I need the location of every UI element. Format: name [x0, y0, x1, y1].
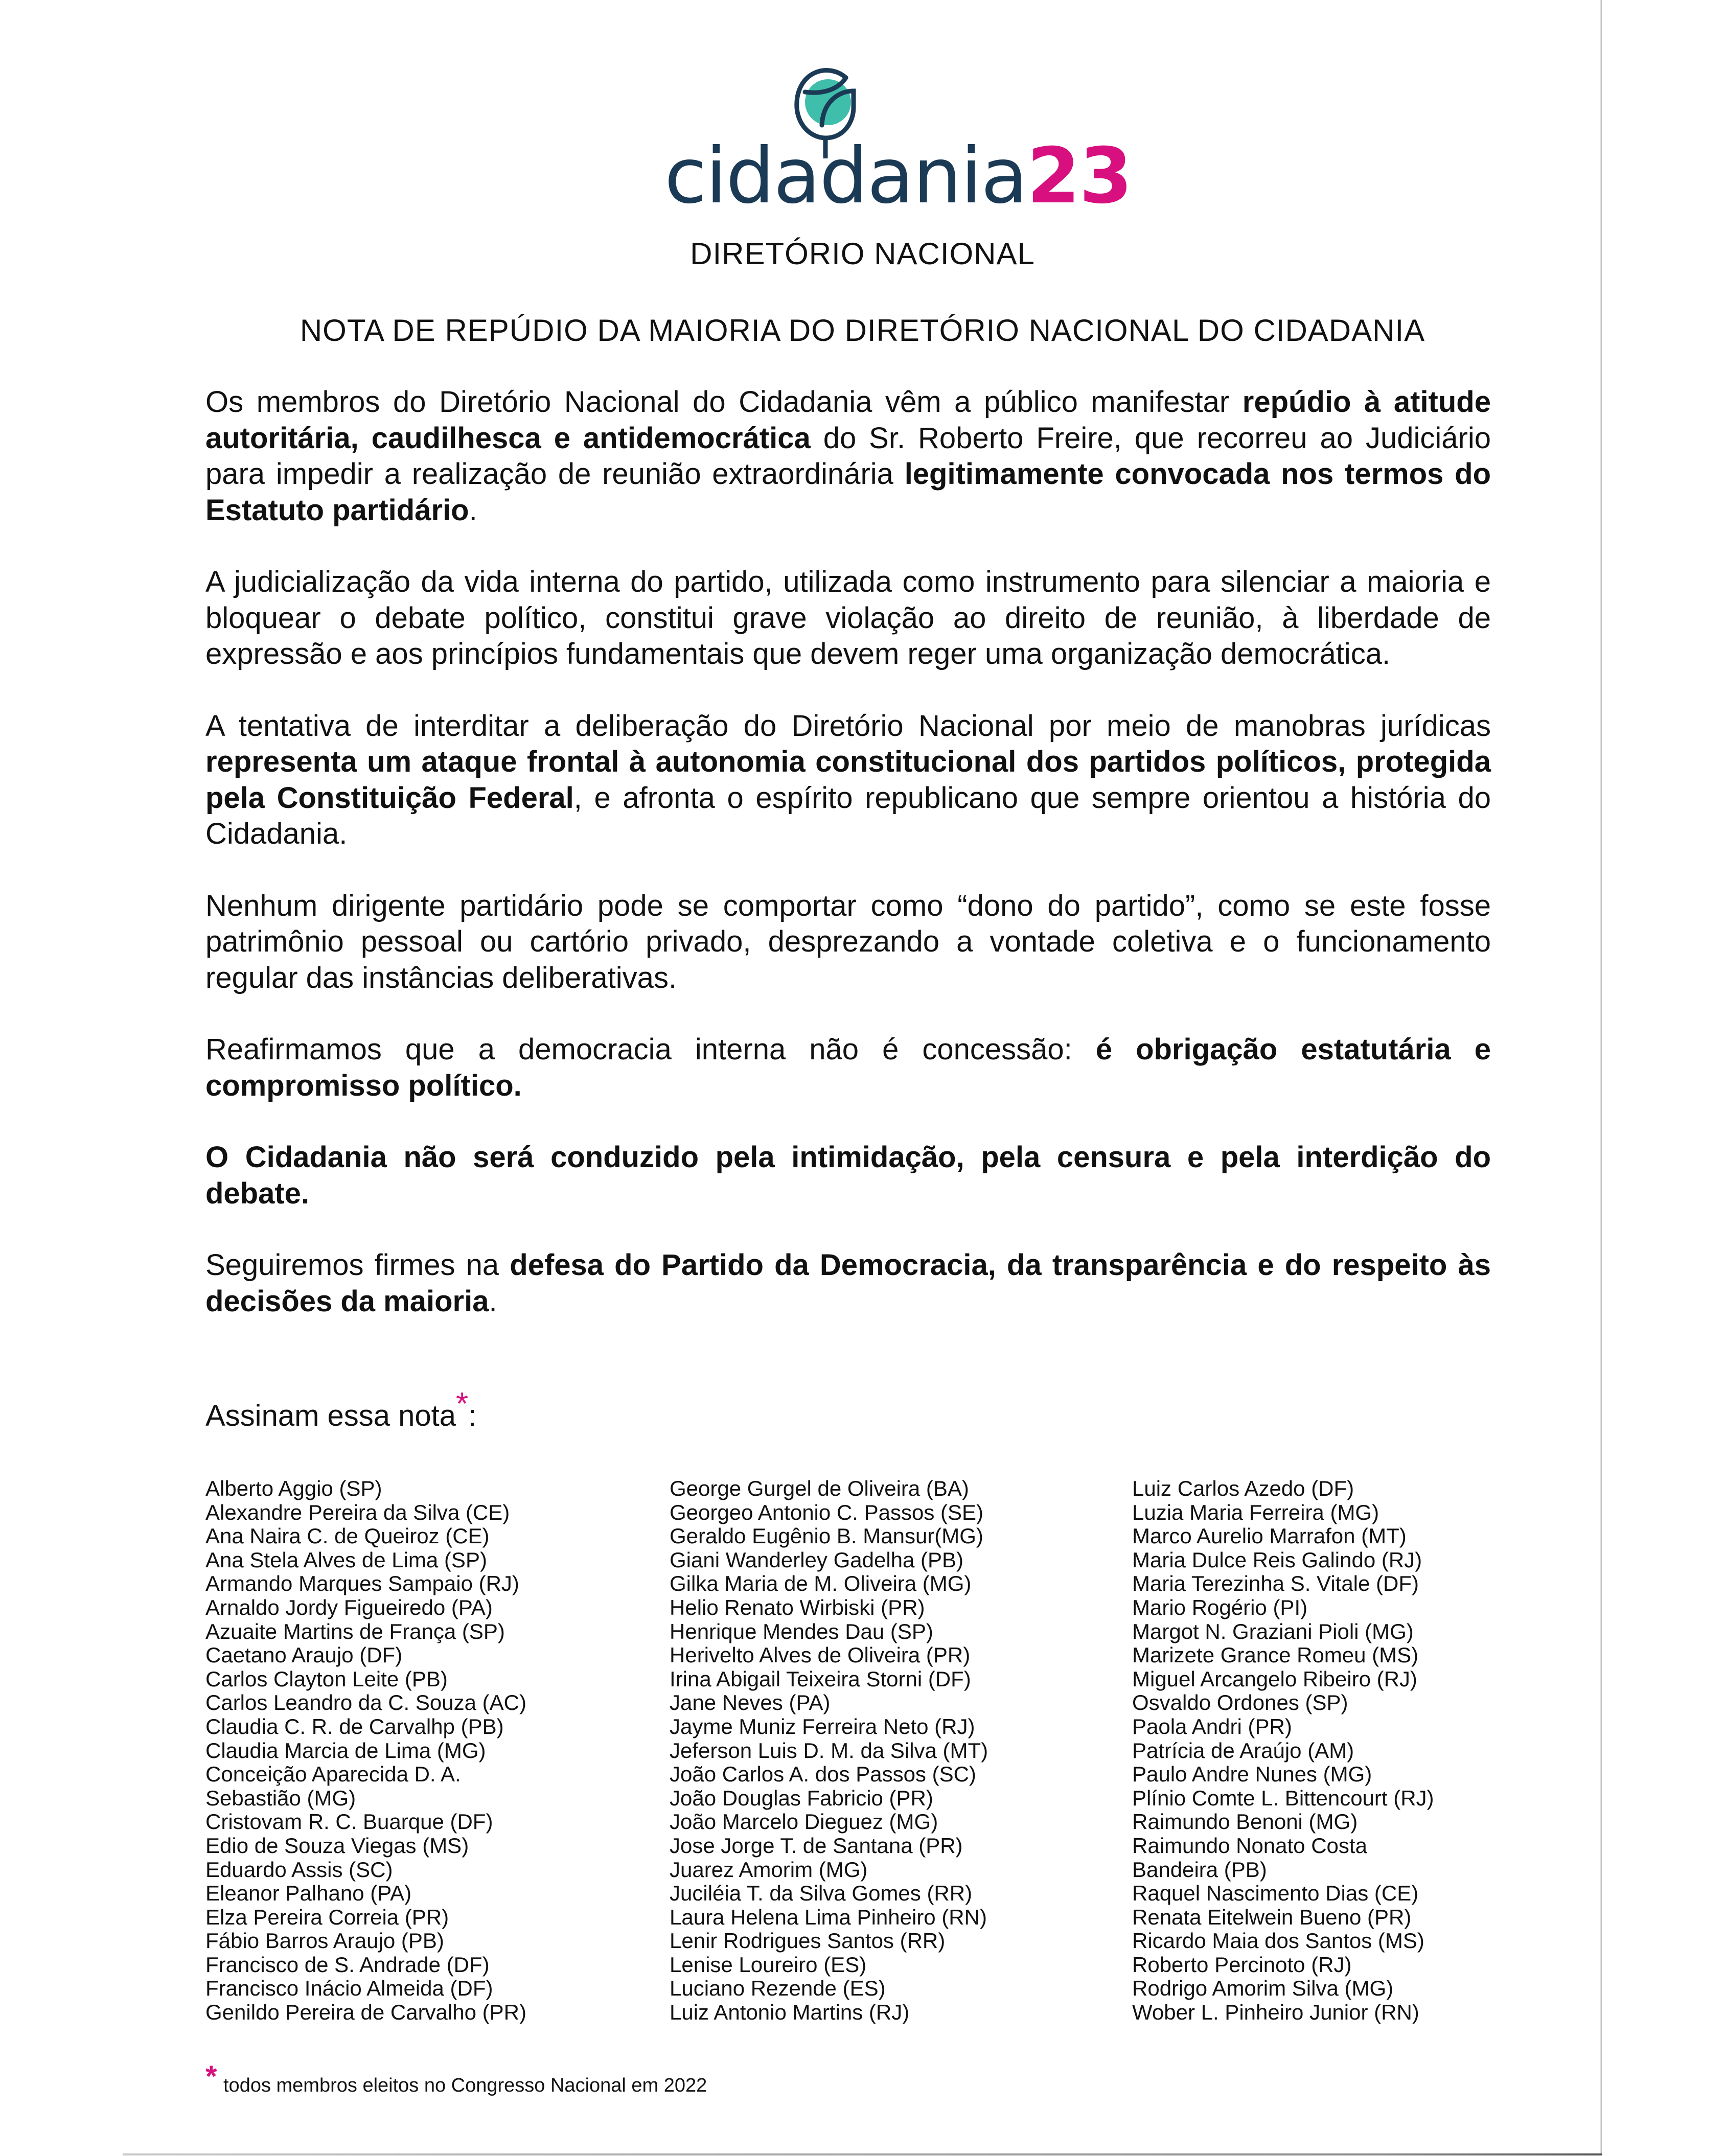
- signatory-name: George Gurgel de Oliveira (BA): [670, 1476, 969, 1500]
- signatures-label: [205, 1386, 477, 1433]
- signatory-name: Juciléia T. da Silva Gomes (RR): [670, 1881, 973, 1906]
- signatory-name: Azuaite Martins de França (SP): [205, 1619, 505, 1643]
- signatory-name: Edio de Souza Viegas (MS): [205, 1833, 469, 1858]
- signatory-name: Claudia C. R. de Carvalhp (PB): [205, 1714, 504, 1738]
- signatory-name: Jeferson Luis D. M. da Silva (MT): [670, 1738, 988, 1763]
- signatory-name: Paulo Andre Nunes (MG): [1132, 1762, 1372, 1787]
- signatory-name: Eleanor Palhano (PA): [205, 1881, 412, 1906]
- signatory-name: Maria Dulce Reis Galindo (RJ): [1132, 1547, 1422, 1572]
- signatory-name: Osvaldo Ordones (SP): [1132, 1690, 1348, 1715]
- signatory-name: Herivelto Alves de Oliveira (PR): [670, 1643, 971, 1667]
- signatory-name: Eduardo Assis (SC): [205, 1857, 393, 1882]
- signatory-name: Raimundo Nonato Costa: [1132, 1833, 1367, 1858]
- signatory-name: Sebastião (MG): [205, 1786, 356, 1810]
- signatory-name: Plínio Comte L. Bittencourt (RJ): [1132, 1786, 1434, 1810]
- signatory-name: Raquel Nascimento Dias (CE): [1132, 1881, 1419, 1906]
- emphasis-text: representa um ataque frontal à autonomia constitucional dos partidos políticos, protegida pela Constituição Federal: [205, 745, 1491, 815]
- paragraph: [205, 564, 1491, 673]
- signatory-name: Marco Aurelio Marrafon (MT): [1132, 1524, 1407, 1548]
- signatory-name: Luiz Carlos Azedo (DF): [1132, 1476, 1354, 1500]
- signatory-name: Helio Renato Wirbiski (PR): [670, 1595, 925, 1619]
- signature-column-1: [205, 1477, 655, 2025]
- signatory-name: Francisco de S. Andrade (DF): [205, 1952, 490, 1977]
- paragraph: [205, 708, 1491, 852]
- document-title: NOTA DE REPÚDIO DA MAIORIA DO DIRETÓRIO NACIONAL DO CIDADANIA: [300, 313, 1425, 347]
- signatory-name: João Marcelo Dieguez (MG): [670, 1810, 938, 1834]
- signatory-name: Conceição Aparecida D. A.: [205, 1762, 461, 1787]
- signatory-name: Luzia Maria Ferreira (MG): [1132, 1500, 1379, 1524]
- paragraph-text: .: [469, 493, 477, 527]
- logo-wordmark: [664, 132, 1132, 221]
- signatory-name: Lenise Loureiro (ES): [670, 1952, 867, 1977]
- signatory-name: Carlos Clayton Leite (PB): [205, 1666, 448, 1691]
- paragraph-text: , e afronta o espírito republicano que sempre orientou a história do Cidadania.: [205, 781, 1491, 850]
- signatory-name: Ricardo Maia dos Santos (MS): [1132, 1929, 1424, 1953]
- signatory-name: Jayme Muniz Ferreira Neto (RJ): [670, 1714, 975, 1738]
- signatures-label-colon: :: [468, 1399, 477, 1432]
- signatory-name: Geraldo Eugênio B. Mansur(MG): [670, 1524, 983, 1548]
- signatory-name: Giani Wanderley Gadelha (PB): [670, 1547, 964, 1572]
- signature-column-3: [1132, 1477, 1582, 2025]
- signatory-name: Ana Naira C. de Queiroz (CE): [205, 1524, 490, 1548]
- paragraph: [205, 1247, 1491, 1319]
- signatory-name: Genildo Pereira de Carvalho (PR): [205, 2000, 526, 2025]
- signatory-name: Bandeira (PB): [1132, 1857, 1267, 1882]
- signatory-name: Claudia Marcia de Lima (MG): [205, 1738, 486, 1763]
- emphasis-text: defesa do Partido da Democracia, da transparência e do respeito às decisões da maioria: [205, 1248, 1491, 1318]
- signatory-name: Paola Andri (PR): [1132, 1714, 1292, 1738]
- signatory-name: Miguel Arcangelo Ribeiro (RJ): [1132, 1666, 1417, 1691]
- signatory-name: Cristovam R. C. Buarque (DF): [205, 1810, 493, 1834]
- signatory-name: Luiz Antonio Martins (RJ): [670, 2000, 910, 2025]
- page-edge-bottom: [123, 2153, 1602, 2155]
- signatory-name: João Douglas Fabricio (PR): [670, 1786, 933, 1810]
- signatory-name: Alexandre Pereira da Silva (CE): [205, 1500, 510, 1524]
- signatory-name: Alberto Aggio (SP): [205, 1476, 382, 1500]
- emphasis-text: repúdio à atitude autoritária, caudilhesca e antidemocrática: [205, 385, 1491, 455]
- signatory-name: Maria Terezinha S. Vitale (DF): [1132, 1571, 1419, 1596]
- paragraph-text: A judicialização da vida interna do partido, utilizada como instrumento para silenciar a maioria e bloquear o debate político, constitui grave violação ao direito de reunião, à liberdade de expressão e aos princípios fundamentais que devem reger uma organização democrática.: [205, 565, 1491, 670]
- paragraph: [205, 1140, 1491, 1212]
- signatory-name: Armando Marques Sampaio (RJ): [205, 1571, 519, 1596]
- paragraph-text: Reafirmamos que a democracia interna não é concessão:: [205, 1033, 1096, 1066]
- signatory-name: Roberto Percinoto (RJ): [1132, 1952, 1352, 1977]
- paragraph-text: A tentativa de interditar a deliberação do Diretório Nacional por meio de manobras jurídicas: [205, 709, 1491, 743]
- organization-heading: DIRETÓRIO NACIONAL: [690, 237, 1035, 271]
- paragraph: [205, 888, 1491, 996]
- paragraph-text: Os membros do Diretório Nacional do Cidadania vêm a público manifestar: [205, 385, 1243, 419]
- signatory-name: Luciano Rezende (ES): [670, 1976, 886, 2001]
- signatory-name: Jose Jorge T. de Santana (PR): [670, 1833, 963, 1858]
- cidadania23-logo: [664, 66, 1132, 221]
- signatory-name: Fábio Barros Araujo (PB): [205, 1929, 444, 1953]
- logo-wordmark-text: cidadania: [664, 132, 1027, 221]
- signatory-name: Patrícia de Araújo (AM): [1132, 1738, 1354, 1763]
- signatory-name: Elza Pereira Correia (PR): [205, 1905, 449, 1929]
- signatory-name: Raimundo Benoni (MG): [1132, 1810, 1358, 1834]
- signatory-name: Jane Neves (PA): [670, 1690, 831, 1715]
- signatory-name: Georgeo Antonio C. Passos (SE): [670, 1500, 983, 1524]
- footnote-text: todos membros eleitos no Congresso Nacional em 2022: [223, 2075, 707, 2096]
- signatory-name: Laura Helena Lima Pinheiro (RN): [670, 1905, 987, 1929]
- asterisk-icon: *: [456, 1386, 469, 1422]
- signatory-name: Gilka Maria de M. Oliveira (MG): [670, 1571, 972, 1596]
- signatory-name: Caetano Araujo (DF): [205, 1643, 403, 1667]
- footnote-asterisk-icon: *: [205, 2060, 217, 2093]
- signatory-name: Ana Stela Alves de Lima (SP): [205, 1547, 487, 1572]
- signatory-name: Arnaldo Jordy Figueiredo (PA): [205, 1595, 493, 1619]
- signatory-name: Francisco Inácio Almeida (DF): [205, 1976, 493, 2001]
- paragraph-text: do Sr. Roberto Freire, que recorreu ao Judiciário para impedir a realização de reunião extraordinária: [205, 421, 1491, 491]
- signatory-name: Wober L. Pinheiro Junior (RN): [1132, 2000, 1419, 2025]
- signatory-name: Renata Eitelwein Bueno (PR): [1132, 1905, 1412, 1929]
- logo-wordmark-number: 23: [1027, 132, 1132, 221]
- signatory-name: Carlos Leandro da C. Souza (AC): [205, 1690, 526, 1715]
- emphasis-text: é obrigação estatutária e compromisso político.: [205, 1033, 1491, 1102]
- signature-column-2: [670, 1477, 1119, 2025]
- signatory-name: Henrique Mendes Dau (SP): [670, 1619, 933, 1643]
- signatory-name: Margot N. Graziani Pioli (MG): [1132, 1619, 1414, 1643]
- paragraph: [205, 1032, 1491, 1104]
- signatory-name: Marizete Grance Romeu (MS): [1132, 1643, 1419, 1667]
- emphasis-text: O Cidadania não será conduzido pela intimidação, pela censura e pela interdição do debate.: [205, 1141, 1491, 1210]
- paragraph-text: Nenhum dirigente partidário pode se comportar como “dono do partido”, como se este fosse patrimônio pessoal ou cartório privado, desprezando a vontade coletiva e o funcionamento regular das instâncias deliberativas.: [205, 889, 1491, 994]
- signatory-name: Lenir Rodrigues Santos (RR): [670, 1929, 946, 1953]
- signatory-name: Irina Abigail Teixeira Storni (DF): [670, 1666, 971, 1691]
- paragraph-text: .: [489, 1284, 497, 1318]
- signatory-name: João Carlos A. dos Passos (SC): [670, 1762, 976, 1787]
- signatory-name: Juarez Amorim (MG): [670, 1857, 868, 1882]
- signatory-name: Rodrigo Amorim Silva (MG): [1132, 1976, 1394, 2001]
- note-body: [205, 384, 1491, 1355]
- signatures-label-text: Assinam essa nota: [205, 1399, 456, 1432]
- paragraph-text: Seguiremos firmes na: [205, 1248, 510, 1282]
- signatory-name: Mario Rogério (PI): [1132, 1595, 1308, 1619]
- paragraph: [205, 384, 1491, 528]
- emphasis-text: legitimamente convocada nos termos do Estatuto partidário: [205, 457, 1491, 527]
